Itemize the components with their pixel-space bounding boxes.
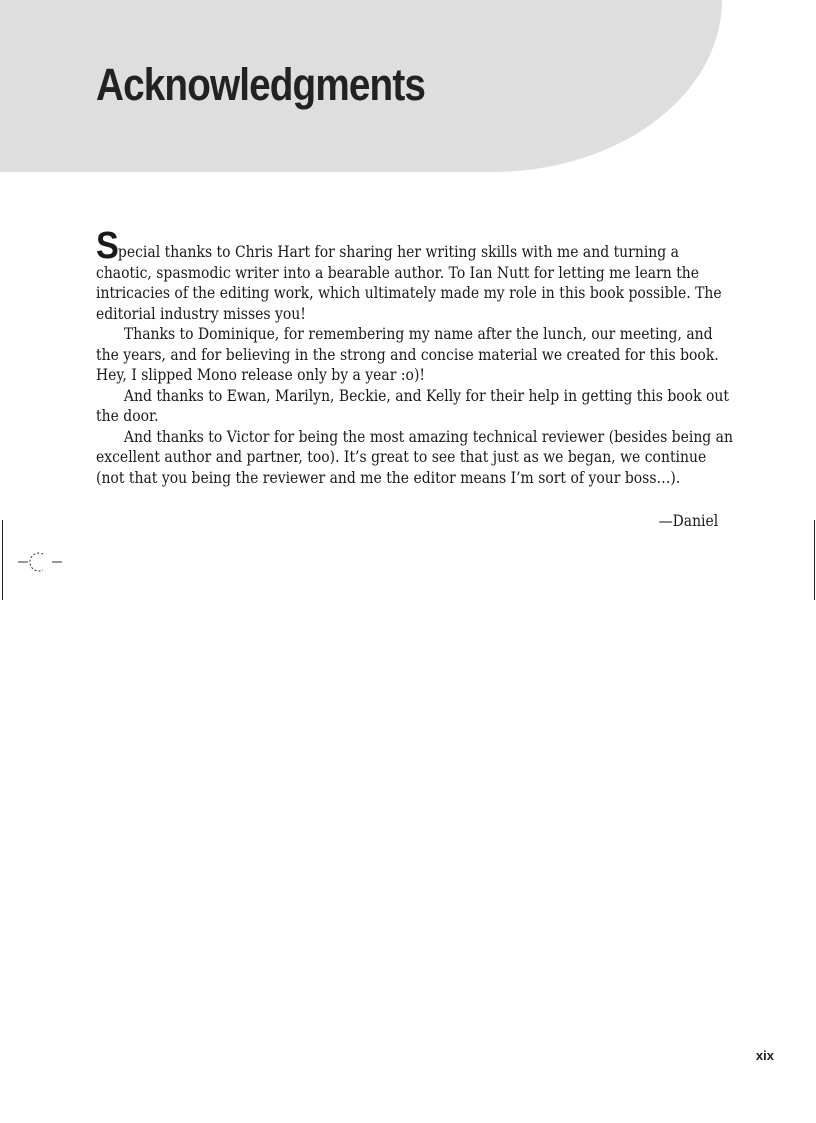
left-edge-line	[2, 520, 3, 600]
right-edge-line	[814, 520, 815, 600]
page-number: xix	[755, 1048, 774, 1063]
paragraph-4: And thanks to Victor for being the most amazing technical reviewer (besides being an excellent author and partner, too). It’s great to see that just as we began, we continue (not that you being the reviewer and me the editor means I’m sort of your boss…).	[96, 427, 733, 487]
acknowledgments-body	[96, 225, 738, 488]
signature: —Daniel	[658, 512, 718, 530]
paragraph-2: Thanks to Dominique, for remembering my name after the lunch, our meeting, and the years, and for believing in the strong and concise material we created for this book. Hey, I slipped Mono release only by a year :o)!	[96, 325, 719, 384]
paragraph-1-text: pecial thanks to Chris Hart for sharing her writing skills with me and turning a chaotic, spasmodic writer into a bearable author. To Ian Nutt for letting me learn the intricacies of the editing work, which ultimately made my role in this book possible. The editorial industry misses you!	[96, 243, 722, 323]
crop-mark-icon	[14, 550, 66, 572]
chapter-title: Acknowledgments	[96, 59, 426, 110]
paragraph-1	[96, 225, 738, 324]
drop-cap: S	[96, 225, 118, 267]
paragraph-3: And thanks to Ewan, Marilyn, Beckie, and Kelly for their help in getting this book out the door.	[96, 386, 729, 425]
